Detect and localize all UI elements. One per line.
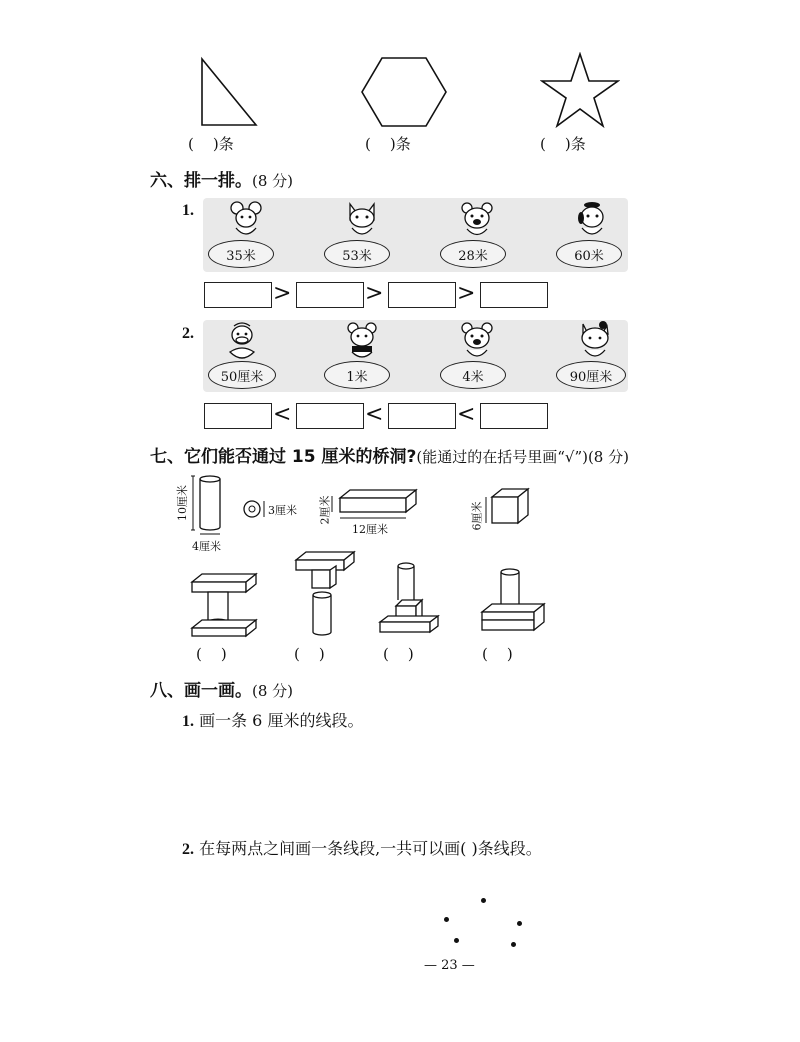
structure-3-answer-blank[interactable]: ( ) <box>383 645 414 663</box>
duck-icon <box>222 320 262 362</box>
greater-than-sign: > <box>273 281 292 306</box>
structure-2-answer-blank[interactable]: ( ) <box>294 645 325 663</box>
triangle-figure <box>190 55 260 130</box>
structure-1-answer-blank[interactable]: ( ) <box>196 645 227 663</box>
section8-q1 <box>182 708 363 731</box>
cube-figure <box>482 487 532 527</box>
section7-title: 七、它们能否通过 15 厘米的桥洞? <box>150 447 417 467</box>
section8-title: 八、画一画。 <box>150 681 252 701</box>
less-than-sign: < <box>273 402 292 427</box>
point[interactable] <box>444 917 449 922</box>
point[interactable] <box>481 898 486 903</box>
section8-score: (8 分) <box>252 682 294 700</box>
page-number: — 23 — <box>424 958 475 973</box>
greater-than-sign: > <box>365 281 384 306</box>
section6-q2-answer-box[interactable] <box>388 403 456 429</box>
section6-q1-label: 28米 <box>440 240 506 268</box>
cylinder-width-label: 4厘米 <box>192 540 221 553</box>
less-than-sign: < <box>457 402 476 427</box>
bear-icon <box>342 320 382 362</box>
section6-q2-answer-box[interactable] <box>480 403 548 429</box>
section6-q1-number: 1. <box>182 202 194 219</box>
dog-icon <box>572 200 612 240</box>
hexagon-answer-blank[interactable]: ( )条 <box>365 135 411 153</box>
section6-q1-answer-box[interactable] <box>388 282 456 308</box>
section6-q1-answer-box[interactable] <box>480 282 548 308</box>
cube-size-label: 6厘米 <box>470 501 484 531</box>
section6-q2-answer-box[interactable] <box>296 403 364 429</box>
structure-1-figure <box>188 570 260 640</box>
hexagon-figure <box>360 55 448 130</box>
section6-q2-number: 2. <box>182 325 194 342</box>
section7-heading <box>150 442 629 467</box>
cat-icon <box>342 200 382 240</box>
bear-icon <box>457 320 497 362</box>
structure-4-answer-blank[interactable]: ( ) <box>482 645 513 663</box>
section6-q1-label: 53米 <box>324 240 390 268</box>
section8-q2 <box>182 836 542 859</box>
greater-than-sign: > <box>457 281 476 306</box>
star-answer-blank[interactable]: ( )条 <box>540 135 586 153</box>
section7-hint: (能通过的在括号里画“√”)(8 分) <box>416 448 629 466</box>
section6-q2-label: 4米 <box>440 361 506 389</box>
section8-q1-number: 1. <box>182 713 194 730</box>
slab-height-label: 2厘米 <box>318 495 332 525</box>
section6-q1-label: 60米 <box>556 240 622 268</box>
structure-2-figure <box>292 550 364 640</box>
less-than-sign: < <box>365 402 384 427</box>
cylinder-height-label: 10厘米 <box>176 485 189 521</box>
point[interactable] <box>454 938 459 943</box>
bear-icon <box>457 200 497 240</box>
structure-3-figure <box>376 560 442 638</box>
section6-q2-label: 1米 <box>324 361 390 389</box>
section6-q2-answer-box[interactable] <box>204 403 272 429</box>
section6-score: (8 分) <box>252 172 294 190</box>
section8-q1-drawing-area[interactable] <box>182 735 622 825</box>
disc-figure <box>242 498 270 520</box>
structure-4-figure <box>478 566 548 638</box>
section6-q2-label: 90厘米 <box>556 361 626 389</box>
section6-q1-answer-box[interactable] <box>204 282 272 308</box>
section8-heading <box>150 676 293 701</box>
slab-length-label: 12厘米 <box>352 523 388 536</box>
section8-q1-text: 画一条 6 厘米的线段。 <box>199 711 364 730</box>
section6-q1-answer-box[interactable] <box>296 282 364 308</box>
disc-size-label: 3厘米 <box>268 504 297 517</box>
section8-q2-text: 在每两点之间画一条线段,一共可以画( )条线段。 <box>199 839 542 858</box>
star-figure <box>540 52 620 130</box>
point[interactable] <box>517 921 522 926</box>
section6-q2-label: 50厘米 <box>208 361 276 389</box>
section8-q2-number: 2. <box>182 841 194 858</box>
kitty-icon <box>575 320 615 362</box>
section6-q1-label: 35米 <box>208 240 274 268</box>
triangle-answer-blank[interactable]: ( )条 <box>188 135 234 153</box>
section6-heading <box>150 166 293 191</box>
point[interactable] <box>511 942 516 947</box>
mouse-icon <box>226 200 266 240</box>
section6-title: 六、排一排。 <box>150 171 252 191</box>
